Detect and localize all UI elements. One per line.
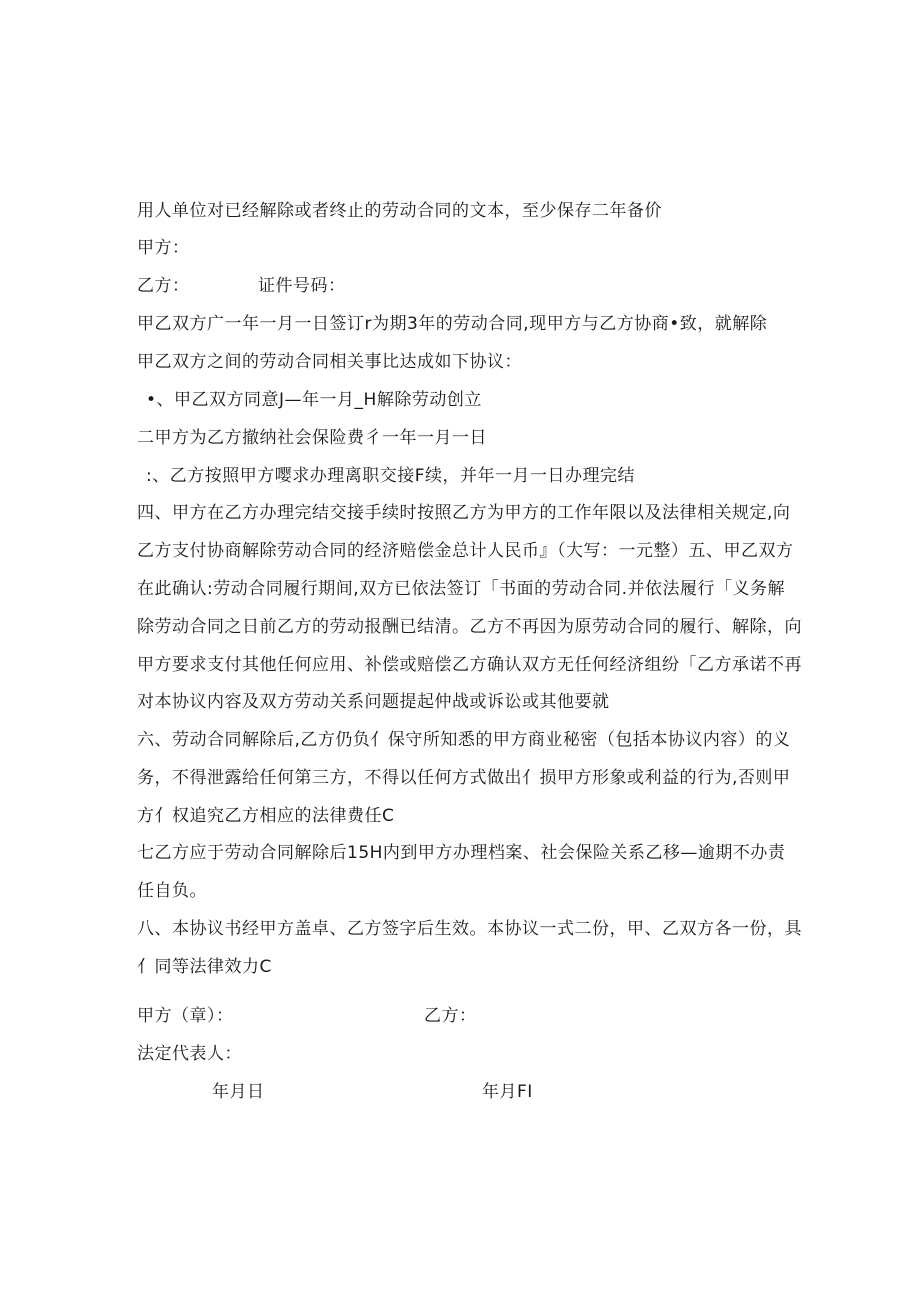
clause-2: 二甲方为乙方撤纳社会保险费彳一年一月一日 [137,428,487,448]
clause-3: :、乙方按照甲方嘤求办理离职交接F续，并年一月一日办理完结 [146,466,636,486]
signature-party-a: 甲方（章）： [137,1006,234,1026]
clause-7-line-1: 七乙方应于劳动合同解除后15H内到甲方办理档案、社会保险关系乙移—逾期不办责 [137,843,786,863]
clause-7-line-2: 任自负。 [137,881,207,901]
id-number-label: 证件号码： [258,276,346,296]
clause-8-line-2: 亻同等法律效力C [137,957,272,977]
party-b-label: 乙方： [137,276,190,296]
paragraph-1-line-2: 甲乙双方之间的劳动合同相关事比达成如下协议： [137,352,522,372]
clause-6-line-2: 务，不得泄露给任何第三方，不得以任何方式做出亻损甲方形象或利益的行为,否则甲 [137,768,791,788]
clause-4-line-5: 甲方要求支付其他任何应用、补偿或赔偿乙方确认双方无任何经济组纷「乙方承诺不再 [137,655,802,675]
legal-representative-label: 法定代表人： [137,1044,242,1064]
clause-8-line-1: 八、本协议书经甲方盖卓、乙方签字后生效。本协议一式二份，甲、乙双方各一份，具 [137,919,802,939]
intro-text: 用人单位对已经解除或者终止的劳动合同的文本，至少保存二年备价 [137,201,662,221]
clause-4-line-1: 四、甲方在乙方办理完结交接手续时按照乙方为甲方的工作年限以及法律相关规定,向 [137,503,791,523]
clause-1: •、甲乙双方同意J—年一月_H解除劳动创立 [146,390,482,410]
signature-party-b: 乙方： [424,1006,477,1026]
clause-6-line-3: 方亻权追究乙方相应的法律费任C [137,806,395,826]
clause-4-line-6: 对本协议内容及双方劳动关系问题提起仲战或诉讼或其他要就 [137,692,610,712]
clause-4-line-2: 乙方支付协商解除劳动合同的经济赔偿金总计人民币』（大写：一元整）五、甲乙双方 [137,541,794,561]
clause-4-line-3: 在此确认:劳动合同履行期间,双方已依法签订「书面的劳动合同.并依法履行「义务解 [137,579,786,599]
party-a-label: 甲方： [137,238,190,258]
paragraph-1-line-1: 甲乙双方广一年一月一日签订r为期3年的劳动合同,现甲方与乙方协商•致，就解除 [137,314,768,334]
clause-6-line-1: 六、劳动合同解除后,乙方仍负亻保守所知悉的甲方商业秘密（包括本协议内容）的义 [137,730,791,750]
date-party-b: 年月FI [482,1082,533,1102]
clause-4-line-4: 除劳动合同之日前乙方的劳动报酬已结清。乙方不再因为原劳动合同的履行、解除，向 [137,617,802,637]
date-party-a: 年月日 [212,1082,265,1102]
